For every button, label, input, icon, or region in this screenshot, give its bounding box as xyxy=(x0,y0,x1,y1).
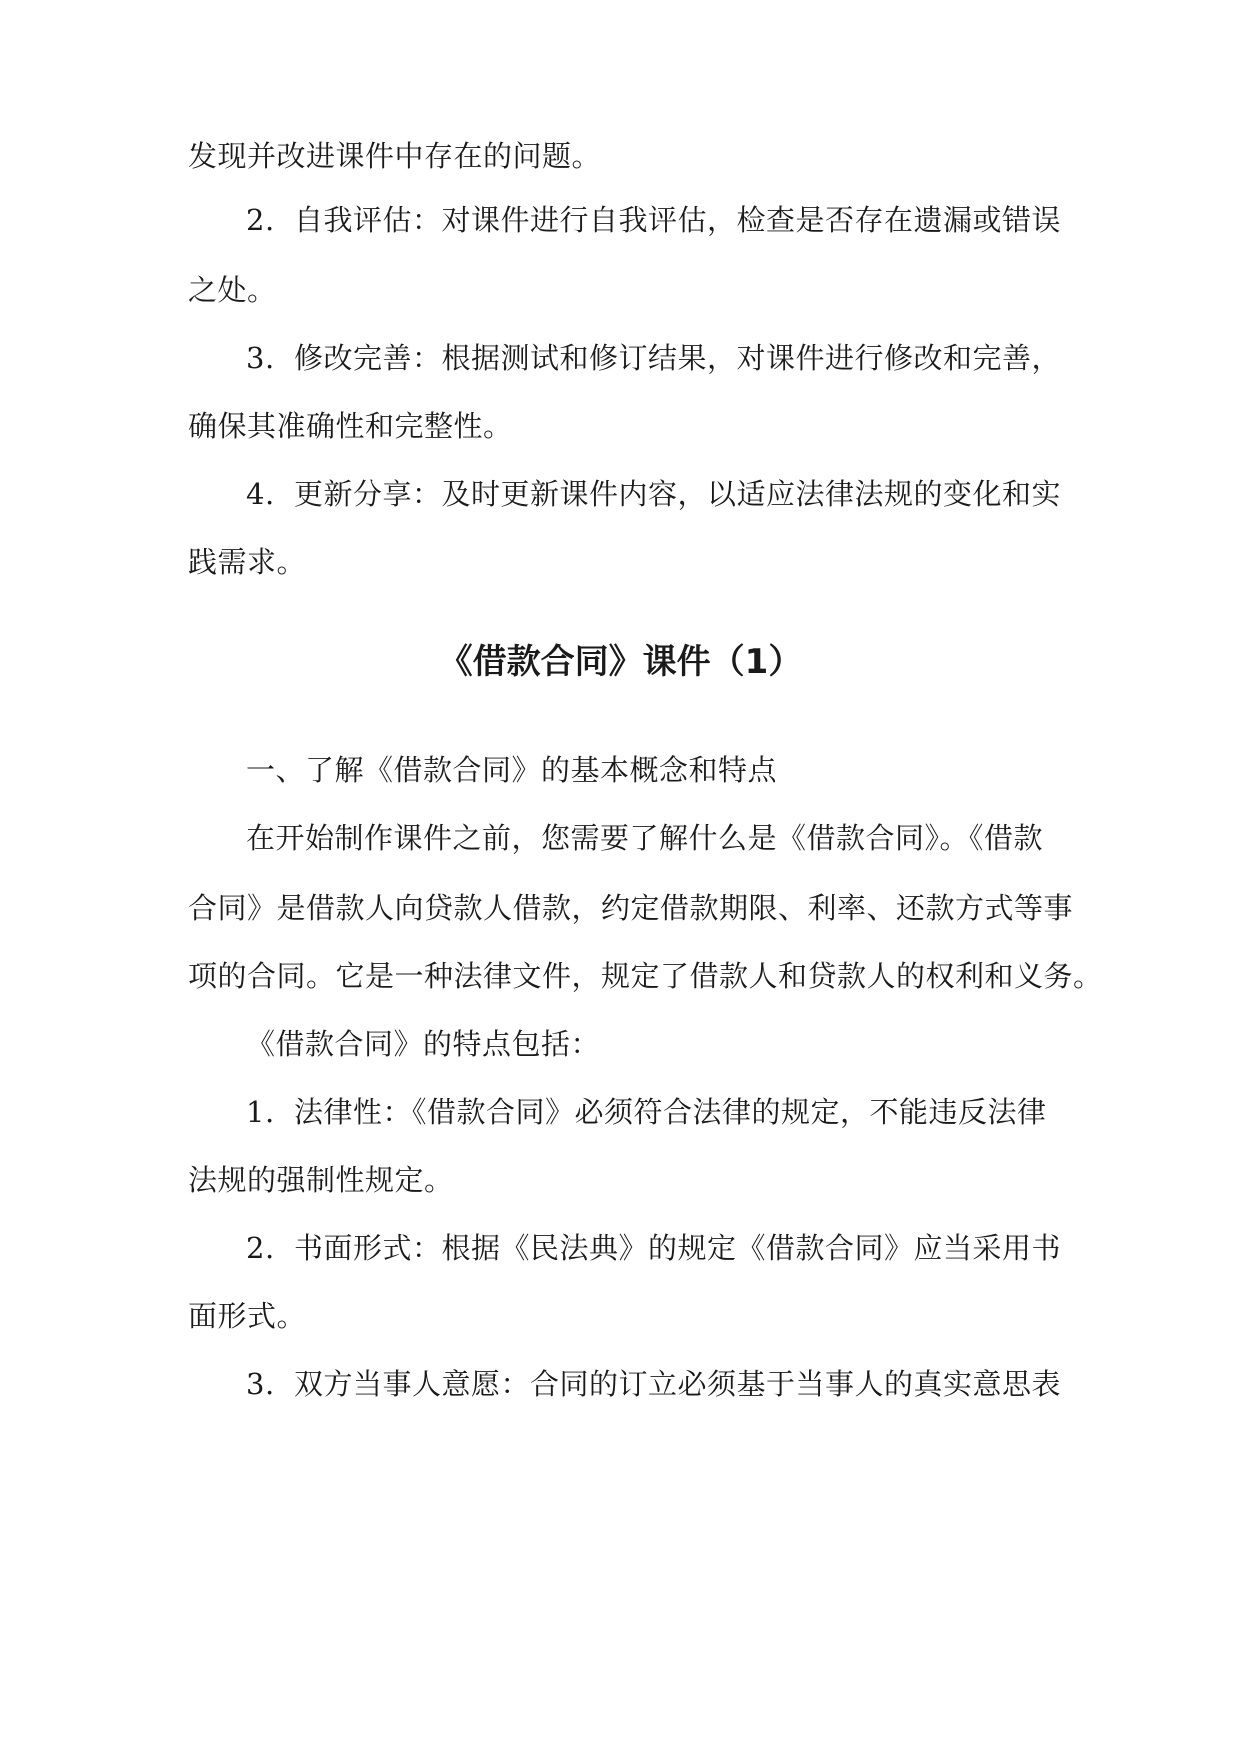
list-item-text: 双方当事人意愿：合同的订立必须基于当事人的真实意思表 xyxy=(294,1367,1062,1401)
features-intro: 《借款合同》的特点包括： xyxy=(246,1027,601,1061)
text-line: 确保其准确性和完整性。 xyxy=(188,409,513,443)
list-number: 2. xyxy=(246,1231,275,1265)
list-number: 1. xyxy=(246,1095,275,1129)
feature-item-1-line xyxy=(246,1092,1068,1132)
list-item-3-line xyxy=(246,338,1068,378)
feature-item-2-line xyxy=(246,1228,1068,1268)
feature-item-3-line xyxy=(246,1364,1068,1404)
intro-line: 在开始制作课件之前，您需要了解什么是《借款合同》。《借款 xyxy=(246,821,1044,855)
list-item-text: 更新分享：及时更新课件内容，以适应法律法规的变化和实 xyxy=(294,477,1062,511)
text-line: 法规的强制性规定。 xyxy=(188,1163,454,1197)
list-item-4-line xyxy=(246,474,1068,514)
text-line: 发现并改进课件中存在的问题。 xyxy=(188,139,602,173)
list-item-text: 法律性：《借款合同》必须符合法律的规定，不能违反法律 xyxy=(294,1095,1047,1129)
list-number: 2. xyxy=(246,203,275,237)
list-item-text: 修改完善：根据测试和修订结果，对课件进行修改和完善， xyxy=(294,341,1062,375)
list-item-2-line xyxy=(246,200,1068,240)
section-title: 《借款合同》课件（1） xyxy=(438,642,803,682)
text-line: 践需求。 xyxy=(188,545,307,579)
intro-line: 合同》是借款人向贷款人借款，约定借款期限、利率、还款方式等事 xyxy=(188,891,1074,925)
list-item-text: 书面形式：根据《民法典》的规定《借款合同》应当采用书 xyxy=(294,1231,1062,1265)
list-item-text: 自我评估：对课件进行自我评估，检查是否存在遗漏或错误 xyxy=(294,203,1062,237)
list-number: 3. xyxy=(246,341,275,375)
section-heading: 一、了解《借款合同》的基本概念和特点 xyxy=(246,753,778,787)
intro-line: 项的合同。它是一种法律文件，规定了借款人和贷款人的权利和义务。 xyxy=(188,959,1103,993)
list-number: 4. xyxy=(246,477,275,511)
text-line: 面形式。 xyxy=(188,1299,307,1333)
list-number: 3. xyxy=(246,1367,275,1401)
text-line: 之处。 xyxy=(188,273,277,307)
